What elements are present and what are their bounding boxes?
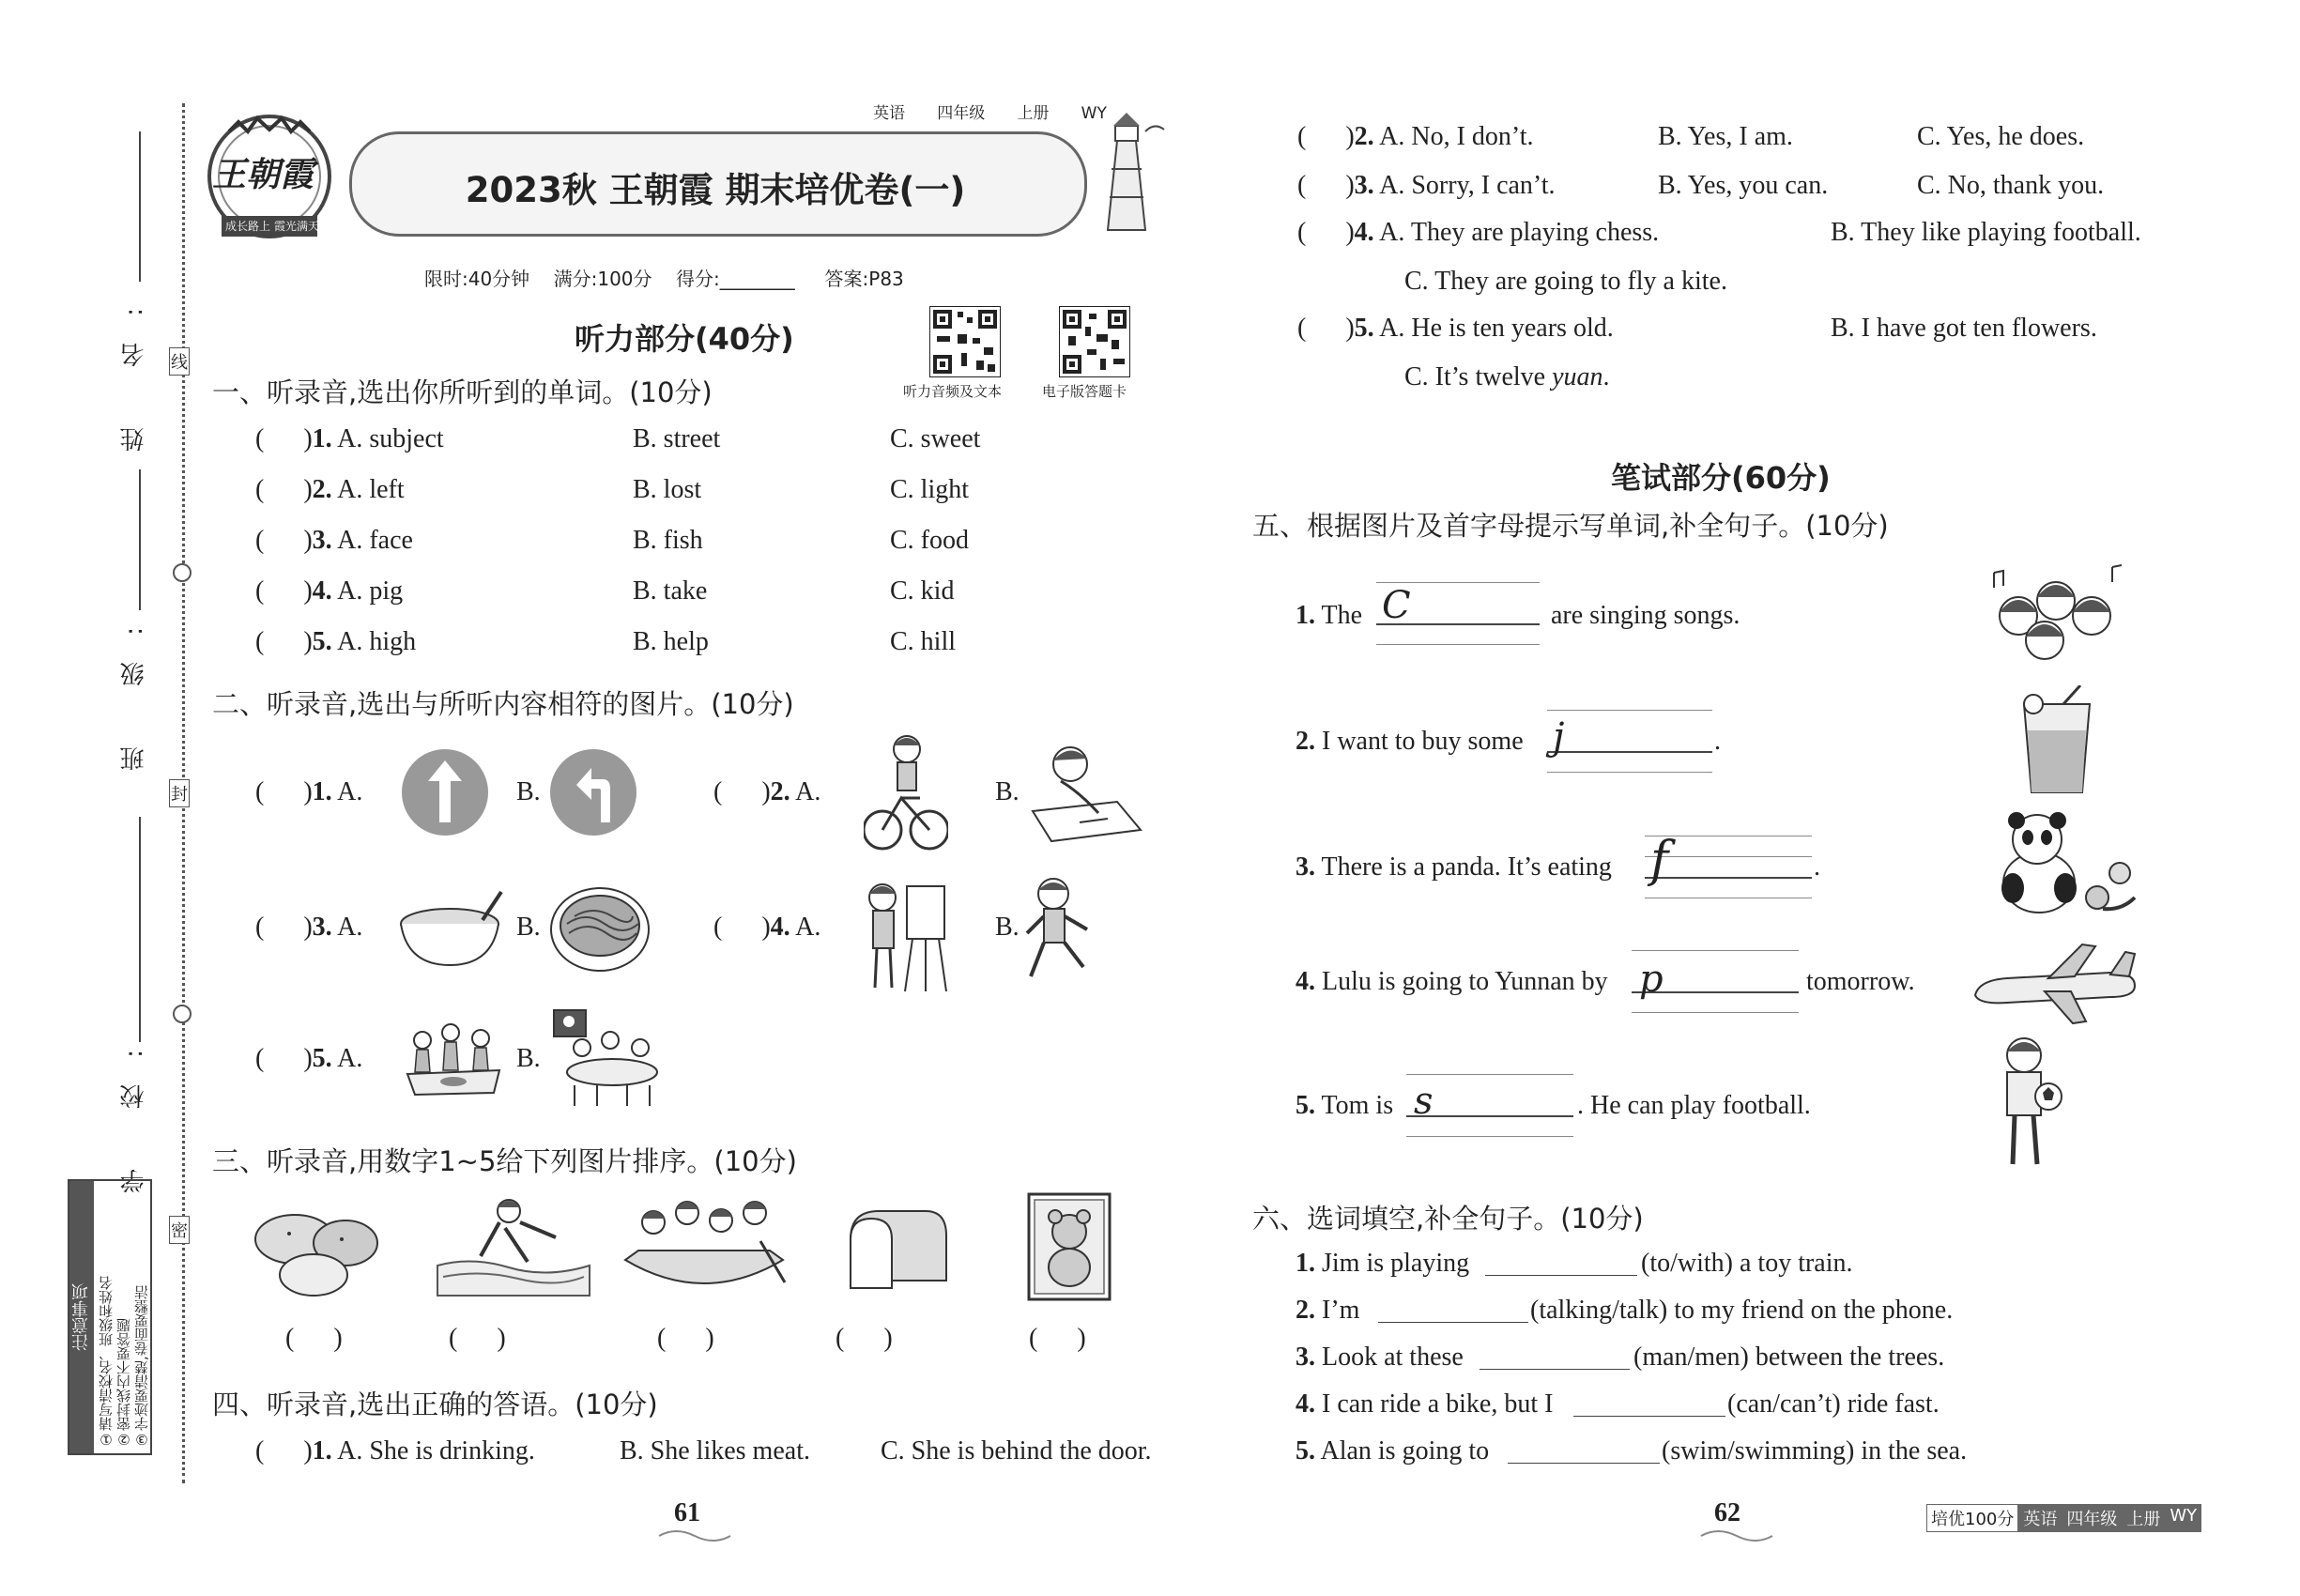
notice-line-3: ③字迹要清楚,卷面要整洁: [133, 1285, 150, 1448]
class-label: 班 级:: [120, 601, 148, 772]
sentence-options: [1662, 1436, 1967, 1466]
hint-letter: f: [1650, 832, 1669, 888]
option-c: C. sweet: [890, 424, 981, 453]
writing-title: 笔试部分(60分): [1611, 460, 1831, 496]
sentence-options: [1727, 1389, 1940, 1420]
soup-bowl-icon[interactable]: [398, 886, 511, 971]
answer-line[interactable]: [1547, 751, 1712, 753]
school-field[interactable]: [139, 817, 141, 1042]
logo-sub-1: 成长路上: [225, 220, 271, 233]
answer-bracket[interactable]: ( ): [1297, 314, 1355, 343]
sentence-end: tomorrow.: [1806, 967, 1915, 996]
seal-char-mi: 密: [169, 1216, 190, 1244]
option-c: C. Yes, he does.: [1917, 122, 2085, 151]
item-number: 5.: [1296, 1091, 1315, 1120]
answer-bracket[interactable]: ( ): [449, 1324, 506, 1353]
option-a: A. face: [337, 526, 413, 555]
meta-subject: 英语: [873, 104, 905, 123]
sentence-end: a toy train.: [1740, 1249, 1853, 1278]
info-score: 满分:100分: [553, 268, 652, 290]
item-number: 2.: [1354, 122, 1374, 151]
logo-text: 王朝霞: [212, 156, 314, 194]
option-b: B. take: [633, 576, 708, 606]
answer-bracket[interactable]: ( ): [1029, 1324, 1086, 1353]
option-c-end: .: [1602, 362, 1610, 391]
writing-guide-line: [1376, 582, 1540, 583]
list-item: [1296, 1389, 1553, 1420]
wave-ornament-icon: [657, 1527, 732, 1545]
option-a-label: A.: [337, 913, 363, 942]
option-b: B. fish: [633, 526, 703, 555]
option-a: A. pig: [337, 576, 404, 606]
sentence-start: Tom is: [1321, 1091, 1394, 1120]
option-a: A. left: [337, 475, 405, 504]
word-options: (talking/talk): [1530, 1296, 1668, 1325]
item-number: 3.: [1354, 171, 1374, 200]
option-c: C. hill: [890, 627, 957, 656]
item-number: 1.: [312, 424, 332, 453]
option-b: B. She likes meat.: [620, 1436, 810, 1466]
writing-guide-line: [1547, 772, 1712, 773]
airplane-icon: [1970, 939, 2139, 1029]
sentence-end: between the trees.: [1755, 1343, 1945, 1372]
writing-guide-line: [1406, 1074, 1573, 1075]
list-item: [255, 424, 444, 454]
word-options: (can/can’t): [1727, 1389, 1841, 1419]
boy-with-football-icon: [1986, 1033, 2071, 1174]
go-straight-sign-icon[interactable]: [400, 747, 490, 837]
meta-line: [873, 100, 1107, 123]
option-c-italic: yuan: [1552, 362, 1603, 391]
school-label: 学 校:: [120, 1023, 148, 1194]
hint-letter: p: [1639, 958, 1664, 1001]
word-options: (swim/swimming): [1662, 1436, 1855, 1466]
item-number: 3.: [1296, 1343, 1315, 1372]
item-number: 4.: [1296, 967, 1315, 996]
notice-line-2: ②密封线内不要答题: [115, 1318, 132, 1448]
qr-code-icon[interactable]: [929, 306, 1001, 377]
hint-letter: C: [1382, 584, 1411, 627]
sentence-start: I can ride a bike, but I: [1322, 1389, 1554, 1419]
qr2-caption: 电子版答题卡: [1042, 383, 1127, 400]
sentence-start: There is a panda. It’s eating: [1321, 852, 1612, 882]
list-item: [713, 777, 820, 807]
answer-bracket[interactable]: ( ): [713, 777, 771, 806]
writing-guide-line: [1632, 950, 1799, 951]
section-4-heading: 四、听录音,选出正确的答语。(10分): [212, 1389, 658, 1420]
list-item: [1297, 171, 1556, 201]
item-number: 1.: [1296, 601, 1315, 630]
answer-bracket[interactable]: ( ): [255, 576, 313, 606]
item-number: 5.: [1354, 314, 1374, 343]
list-item: [1296, 852, 1612, 882]
option-b-label: B.: [516, 913, 541, 942]
option-b: B. street: [633, 424, 721, 453]
listening-title: 听力部分(40分): [575, 321, 794, 357]
logo: [201, 105, 338, 242]
word-options: (man/men): [1633, 1343, 1749, 1372]
option-a-label: A.: [337, 1044, 363, 1073]
notice-box: [68, 1179, 152, 1455]
option-a-label: A.: [795, 913, 821, 942]
option-a: A. No, I don’t.: [1379, 122, 1534, 151]
list-item: [255, 627, 416, 657]
family-picnic-icon[interactable]: [402, 1018, 505, 1098]
hint-letter: j: [1553, 715, 1565, 759]
answer-line[interactable]: [1573, 1416, 1725, 1417]
girl-swimming-icon: [434, 1190, 593, 1303]
list-item: [1296, 1091, 1393, 1121]
list-item: [1297, 122, 1534, 152]
boy-running-icon[interactable]: [1021, 873, 1096, 991]
answer-line[interactable]: [1485, 1275, 1637, 1276]
section-6-heading: 六、选词填空,补全句子。(10分): [1252, 1203, 1644, 1235]
writing-guide-line: [1632, 1012, 1799, 1013]
list-item: [1296, 1343, 1464, 1373]
lighthouse-icon: [1080, 103, 1173, 235]
answer-line[interactable]: [1508, 1463, 1660, 1464]
option-c: C. No, thank you.: [1917, 171, 2105, 200]
qr-code-icon[interactable]: [1059, 306, 1130, 377]
panda-eating-icon: [1990, 807, 2140, 920]
answer-line[interactable]: [1480, 1369, 1630, 1370]
item-number: 1.: [312, 1436, 332, 1466]
option-b-label: B.: [995, 913, 1020, 942]
footer-badge: [1926, 1504, 2201, 1532]
writing-guide-line: [1547, 710, 1712, 711]
class-field[interactable]: [139, 469, 141, 610]
option-a: A. They are playing chess.: [1379, 218, 1660, 247]
option-a-label: A.: [795, 777, 821, 806]
answer-line[interactable]: [1645, 877, 1812, 879]
page-title: 2023秋 王朝霞 期末培优卷(一): [465, 170, 966, 210]
qr1-caption: 听力音频及文本: [903, 383, 1003, 400]
option-c: C. light: [890, 475, 970, 504]
item-number: 1.: [312, 777, 332, 806]
answer-bracket[interactable]: ( ): [255, 627, 313, 656]
item-number: 5.: [1296, 1436, 1315, 1466]
answer-bracket[interactable]: ( ): [255, 475, 313, 504]
family-in-boat-icon: [620, 1185, 789, 1307]
notice-line-1: ①请写清校名、班级和姓名: [98, 1276, 115, 1448]
noodles-bowl-icon[interactable]: [548, 882, 652, 976]
answer-bracket[interactable]: ( ): [1297, 218, 1355, 247]
list-item: [1296, 727, 1524, 757]
option-b: B. lost: [633, 475, 702, 504]
boy-riding-bike-icon[interactable]: [864, 732, 948, 854]
bread-loaf-icon: [841, 1202, 954, 1296]
option-b: B. Yes, you can.: [1658, 171, 1829, 200]
sentence-start: Look at these: [1322, 1343, 1464, 1372]
name-label: 姓 名:: [120, 282, 148, 453]
answer-bracket[interactable]: ( ): [255, 1436, 313, 1466]
sentence-start: Jim is playing: [1322, 1249, 1470, 1278]
page-number-right: 62: [1714, 1498, 1740, 1527]
meta-volume: 上册: [1017, 104, 1050, 123]
answer-bracket[interactable]: ( ): [836, 1324, 893, 1353]
list-item: [1296, 601, 1362, 631]
option-b-label: B.: [995, 777, 1020, 806]
list-item: [255, 777, 362, 807]
option-a: A. She is drinking.: [337, 1436, 535, 1466]
option-b: B. help: [633, 627, 709, 656]
seal-char-xian: 线: [169, 347, 190, 376]
option-c: C. She is behind the door.: [881, 1436, 1152, 1466]
option-a: A. He is ten years old.: [1379, 314, 1614, 343]
section-3-heading: 三、听录音,用数字1~5给下列图片排序。(10分): [212, 1145, 797, 1177]
writing-guide-line: [1406, 1136, 1573, 1137]
item-number: 2.: [1296, 727, 1315, 756]
item-number: 2.: [312, 475, 332, 504]
badge-version: WY: [2165, 1504, 2201, 1532]
list-item: [255, 1436, 535, 1466]
badge-subject: 英语: [2018, 1504, 2062, 1532]
seal-char-feng: 封: [169, 779, 190, 807]
list-item: [255, 475, 405, 505]
family-dinner-table-icon[interactable]: [550, 1006, 672, 1110]
answer-line[interactable]: [1378, 1322, 1528, 1323]
item-number: 4.: [770, 913, 790, 942]
list-item: [255, 576, 403, 606]
badge-grade: 四年级: [2062, 1504, 2122, 1532]
list-item: [1296, 1296, 1359, 1326]
answer-bracket[interactable]: ( ): [255, 913, 313, 942]
list-item: [1296, 1436, 1489, 1466]
sentence-end: .: [1814, 852, 1820, 882]
page-number-left: 61: [674, 1498, 700, 1527]
sentence-start: I’m: [1322, 1296, 1360, 1325]
sentence-start: I want to buy some: [1322, 727, 1524, 756]
sentence-end: ride fast.: [1847, 1389, 1940, 1419]
badge-brand: 培优100分: [1926, 1504, 2018, 1532]
option-a: A. subject: [337, 424, 444, 453]
sentence-end: in the sea.: [1861, 1436, 1968, 1466]
answer-bracket[interactable]: ( ): [1297, 171, 1355, 200]
answer-bracket[interactable]: ( ): [255, 1044, 313, 1073]
item-number: 5.: [312, 1044, 332, 1073]
option-c: C. They are going to fly a kite.: [1404, 267, 1727, 296]
info-got: 得分:________: [675, 268, 795, 290]
item-number: 1.: [1296, 1249, 1315, 1278]
option-b: B. I have got ten flowers.: [1831, 314, 2097, 343]
item-number: 4.: [1354, 218, 1374, 247]
answer-bracket[interactable]: ( ): [255, 424, 313, 453]
list-item: [713, 913, 820, 943]
boy-painting-easel-icon[interactable]: [860, 873, 954, 995]
children-singing-icon: [1985, 560, 2125, 672]
info-line: [424, 264, 904, 291]
item-number: 5.: [312, 627, 332, 656]
item-number: 4.: [312, 576, 332, 606]
seal-circle: [173, 1005, 192, 1023]
boy-drawing-icon[interactable]: [1023, 736, 1145, 849]
sentence-options: [1641, 1249, 1853, 1279]
section-2-heading: 二、听录音,选出与所听内容相符的图片。(10分): [212, 688, 794, 720]
list-item: [1297, 314, 1614, 344]
seal-circle: [173, 563, 192, 582]
notice-title: 注意事项: [69, 1181, 94, 1453]
answer-bracket[interactable]: ( ): [657, 1324, 714, 1353]
sentence-start: Lulu is going to Yunnan by: [1322, 967, 1608, 996]
list-item: [1296, 967, 1608, 997]
option-b-label: B.: [516, 777, 541, 806]
badge-volume: 上册: [2122, 1504, 2165, 1532]
list-item: [255, 913, 362, 943]
option-a: A. Sorry, I can’t.: [1379, 171, 1556, 200]
sentence-options: [1530, 1296, 1953, 1326]
section-1-heading: 一、听录音,选出你所听到的单词。(10分): [212, 376, 713, 408]
answer-bracket[interactable]: ( ): [1297, 122, 1355, 151]
item-number: 2.: [1296, 1296, 1315, 1325]
item-number: 2.: [770, 777, 790, 806]
option-c: C. kid: [890, 576, 955, 606]
option-a: A. high: [337, 627, 417, 656]
item-number: 3.: [312, 526, 332, 555]
sentence-end: to my friend on the phone.: [1674, 1296, 1954, 1325]
option-b: B. They like playing football.: [1831, 218, 2141, 247]
list-item: [255, 1044, 362, 1074]
info-answer: 答案:P83: [824, 268, 904, 290]
writing-guide-line: [1645, 856, 1812, 857]
item-number: 4.: [1296, 1389, 1315, 1419]
item-number: 3.: [312, 913, 332, 942]
list-item: [1296, 1249, 1469, 1279]
option-c: [1404, 362, 1610, 392]
meta-grade: 四年级: [937, 104, 986, 123]
option-b-label: B.: [516, 1044, 541, 1073]
list-item: [1297, 218, 1659, 248]
option-c-text: C. It’s twelve: [1404, 362, 1553, 391]
teddy-bear-picture-icon: [1027, 1192, 1112, 1301]
answer-bracket[interactable]: ( ): [255, 526, 313, 555]
sentence-options: [1633, 1343, 1944, 1373]
sentence-start: Alan is going to: [1320, 1436, 1490, 1466]
option-b: B. Yes, I am.: [1658, 122, 1793, 151]
answer-bracket[interactable]: ( ): [255, 777, 313, 806]
turn-left-sign-icon[interactable]: [548, 747, 638, 837]
sentence-end: are singing songs.: [1551, 601, 1740, 630]
sentence-end: . He can play football.: [1577, 1091, 1811, 1120]
word-options: (to/with): [1641, 1249, 1733, 1278]
logo-sub-2: 霞光满天: [274, 220, 320, 233]
potatoes-icon: [252, 1205, 383, 1299]
section-5-heading: 五、根据图片及首字母提示写单词,补全句子。(10分): [1252, 510, 1889, 542]
option-a-label: A.: [337, 777, 363, 806]
item-number: 3.: [1296, 852, 1315, 882]
option-c: C. food: [890, 526, 969, 555]
wave-ornament-icon: [1699, 1527, 1774, 1545]
list-item: [255, 526, 413, 556]
info-time: 限时:40分钟: [424, 268, 530, 290]
sentence-end: .: [1714, 727, 1721, 756]
answer-bracket[interactable]: ( ): [285, 1324, 343, 1353]
name-field[interactable]: [139, 131, 141, 282]
meta-version: WY: [1081, 104, 1107, 123]
hint-letter: s: [1414, 1080, 1434, 1123]
sentence-start: The: [1321, 601, 1363, 630]
writing-guide-line: [1376, 644, 1540, 645]
answer-bracket[interactable]: ( ): [713, 913, 771, 942]
juice-glass-icon: [2015, 685, 2099, 798]
